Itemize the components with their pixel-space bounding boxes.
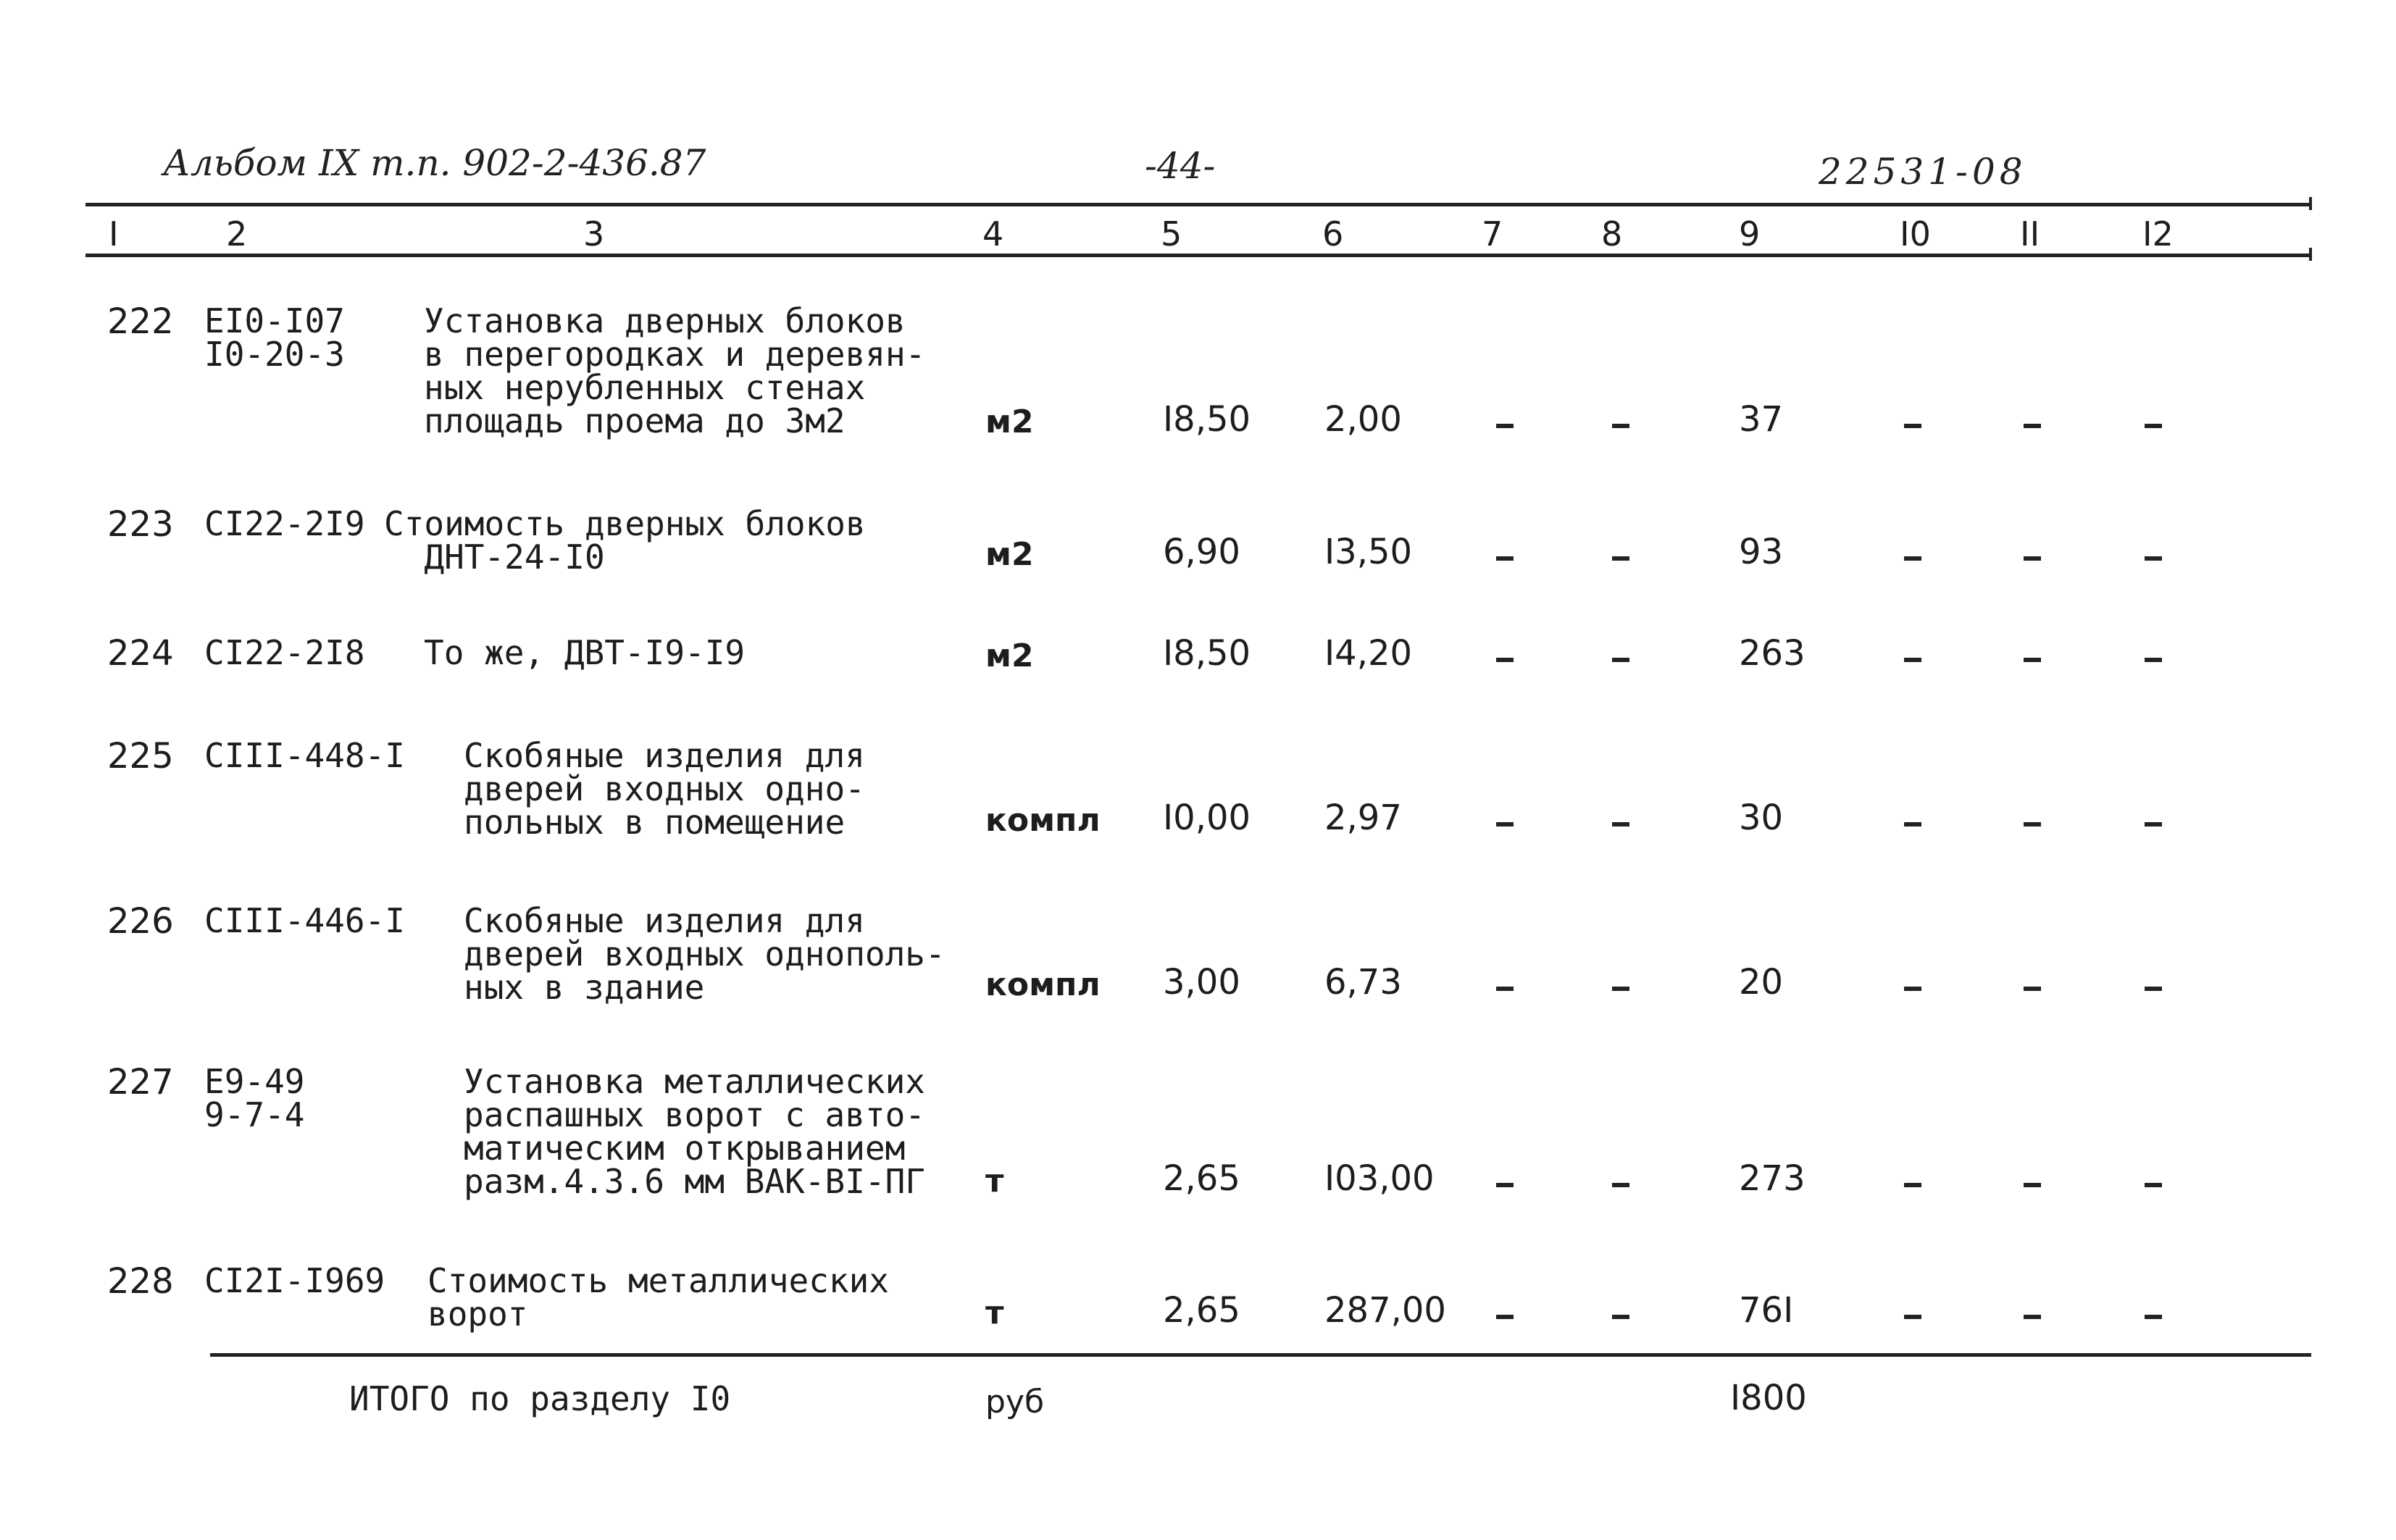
rate-code: CI22-2I8 [204,633,365,672]
empty-cell-dash [2024,822,2041,827]
unit-of-measure: компл [985,966,1101,1003]
empty-cell-dash [1496,987,1514,991]
total-cost: 20 [1739,962,1784,1003]
work-description: Скобяные изделия для дверей входных однополь- ных в здание [464,901,946,1007]
empty-cell-dash [2024,658,2041,662]
header-bottom-rule [85,254,2311,257]
empty-cell-dash [2145,658,2162,662]
empty-cell-dash [1496,822,1514,827]
column-number: 5 [1161,214,1182,254]
total-cost: 263 [1739,633,1806,674]
rate-code: CI22-2I9 [204,504,365,543]
empty-cell-dash [2024,424,2041,428]
empty-cell-dash [1904,1315,1921,1319]
row-number: 223 [107,504,174,545]
empty-cell-dash [1904,556,1921,561]
quantity: 2,65 [1163,1290,1240,1331]
header-top-rule [85,203,2311,206]
total-rule [210,1353,2311,1357]
document-code: 22531-08 [1819,151,2027,193]
row-number: 228 [107,1261,174,1302]
empty-cell-dash [1904,822,1921,827]
work-description: Установка дверных блоков в перегородках и деревян- ных нерубленных стенах площадь проема до 3м2 [424,301,926,440]
quantity: 3,00 [1163,962,1240,1003]
column-number: 3 [583,214,605,254]
empty-cell-dash [2024,1183,2041,1187]
work-description: Стоимость металлических ворот [427,1261,889,1334]
empty-cell-dash [2145,1183,2162,1187]
rate-code: Е9-49 9-7-4 [204,1062,305,1134]
column-number: 7 [1482,214,1503,254]
empty-cell-dash [1612,424,1629,428]
unit-price: 6,73 [1324,962,1402,1003]
header-bottom-rule-tick [2309,248,2312,261]
column-number: 9 [1739,214,1761,254]
empty-cell-dash [2145,556,2162,561]
column-number: 8 [1601,214,1623,254]
empty-cell-dash [1496,1183,1514,1187]
total-cost: 76I [1739,1290,1794,1331]
empty-cell-dash [1904,987,1921,991]
column-number: II [2020,214,2040,254]
empty-cell-dash [2024,556,2041,561]
column-number: I0 [1900,214,1931,254]
total-cost: 37 [1739,399,1784,440]
section-total-label: ИТОГО по разделу I0 [349,1379,731,1418]
row-number: 226 [107,901,174,942]
empty-cell-dash [1496,658,1514,662]
row-number: 227 [107,1062,174,1102]
rate-code: CIII-446-I [204,901,405,940]
unit-of-measure: м2 [985,536,1034,573]
empty-cell-dash [1612,1183,1629,1187]
unit-of-measure: м2 [985,637,1034,674]
total-cost: 273 [1739,1158,1806,1199]
empty-cell-dash [2145,424,2162,428]
row-number: 222 [107,301,174,342]
quantity: 2,65 [1163,1158,1240,1199]
unit-price: 2,97 [1324,798,1402,838]
empty-cell-dash [1612,1315,1629,1319]
quantity: I8,50 [1163,633,1251,674]
total-cost: 93 [1739,532,1784,572]
empty-cell-dash [1612,556,1629,561]
rate-code: CIII-448-I [204,736,405,775]
quantity: 6,90 [1163,532,1240,572]
row-number: 224 [107,633,174,674]
empty-cell-dash [1612,822,1629,827]
row-number: 225 [107,736,174,777]
empty-cell-dash [1904,658,1921,662]
unit-of-measure: т [985,1294,1004,1331]
unit-price: I3,50 [1324,532,1413,572]
quantity: I8,50 [1163,399,1251,440]
work-description: То же, ДВТ-I9-I9 [424,633,746,672]
album-reference: Альбом IX т.п. 902-2-436.87 [163,142,706,184]
unit-price: 287,00 [1324,1290,1446,1331]
quantity: I0,00 [1163,798,1251,838]
column-number: I [109,214,119,254]
rate-code: ЕI0-I07 I0-20-3 [204,301,345,374]
column-number: 2 [226,214,248,254]
empty-cell-dash [1612,987,1629,991]
unit-of-measure: компл [985,802,1101,839]
unit-of-measure: м2 [985,403,1034,440]
unit-price: 2,00 [1324,399,1402,440]
unit-of-measure: т [985,1163,1004,1200]
work-description: Установка металлических распашных ворот с авто- матическим открыванием разм.4.3.6 мм ВАК-ВI-ПГ [464,1062,925,1201]
empty-cell-dash [2024,987,2041,991]
section-total-unit: руб [985,1384,1045,1420]
column-number: 6 [1322,214,1344,254]
unit-price: I4,20 [1324,633,1413,674]
empty-cell-dash [1496,424,1514,428]
empty-cell-dash [2145,822,2162,827]
header-top-rule-tick [2309,197,2312,210]
section-total-value: I800 [1730,1378,1807,1418]
unit-price: I03,00 [1324,1158,1435,1199]
empty-cell-dash [1904,1183,1921,1187]
empty-cell-dash [1904,424,1921,428]
column-number: 4 [982,214,1004,254]
page-number: -44- [1145,145,1216,187]
empty-cell-dash [1496,556,1514,561]
empty-cell-dash [1496,1315,1514,1319]
work-description: Скобяные изделия для дверей входных одно- польных в помещение [464,736,865,842]
rate-code: CI2I-I969 [204,1261,385,1300]
empty-cell-dash [2024,1315,2041,1319]
total-cost: 30 [1739,798,1784,838]
empty-cell-dash [2145,1315,2162,1319]
work-description: Стоимость дверных блоков ДНТ-24-I0 [384,504,866,577]
empty-cell-dash [2145,987,2162,991]
empty-cell-dash [1612,658,1629,662]
column-number: I2 [2142,214,2174,254]
